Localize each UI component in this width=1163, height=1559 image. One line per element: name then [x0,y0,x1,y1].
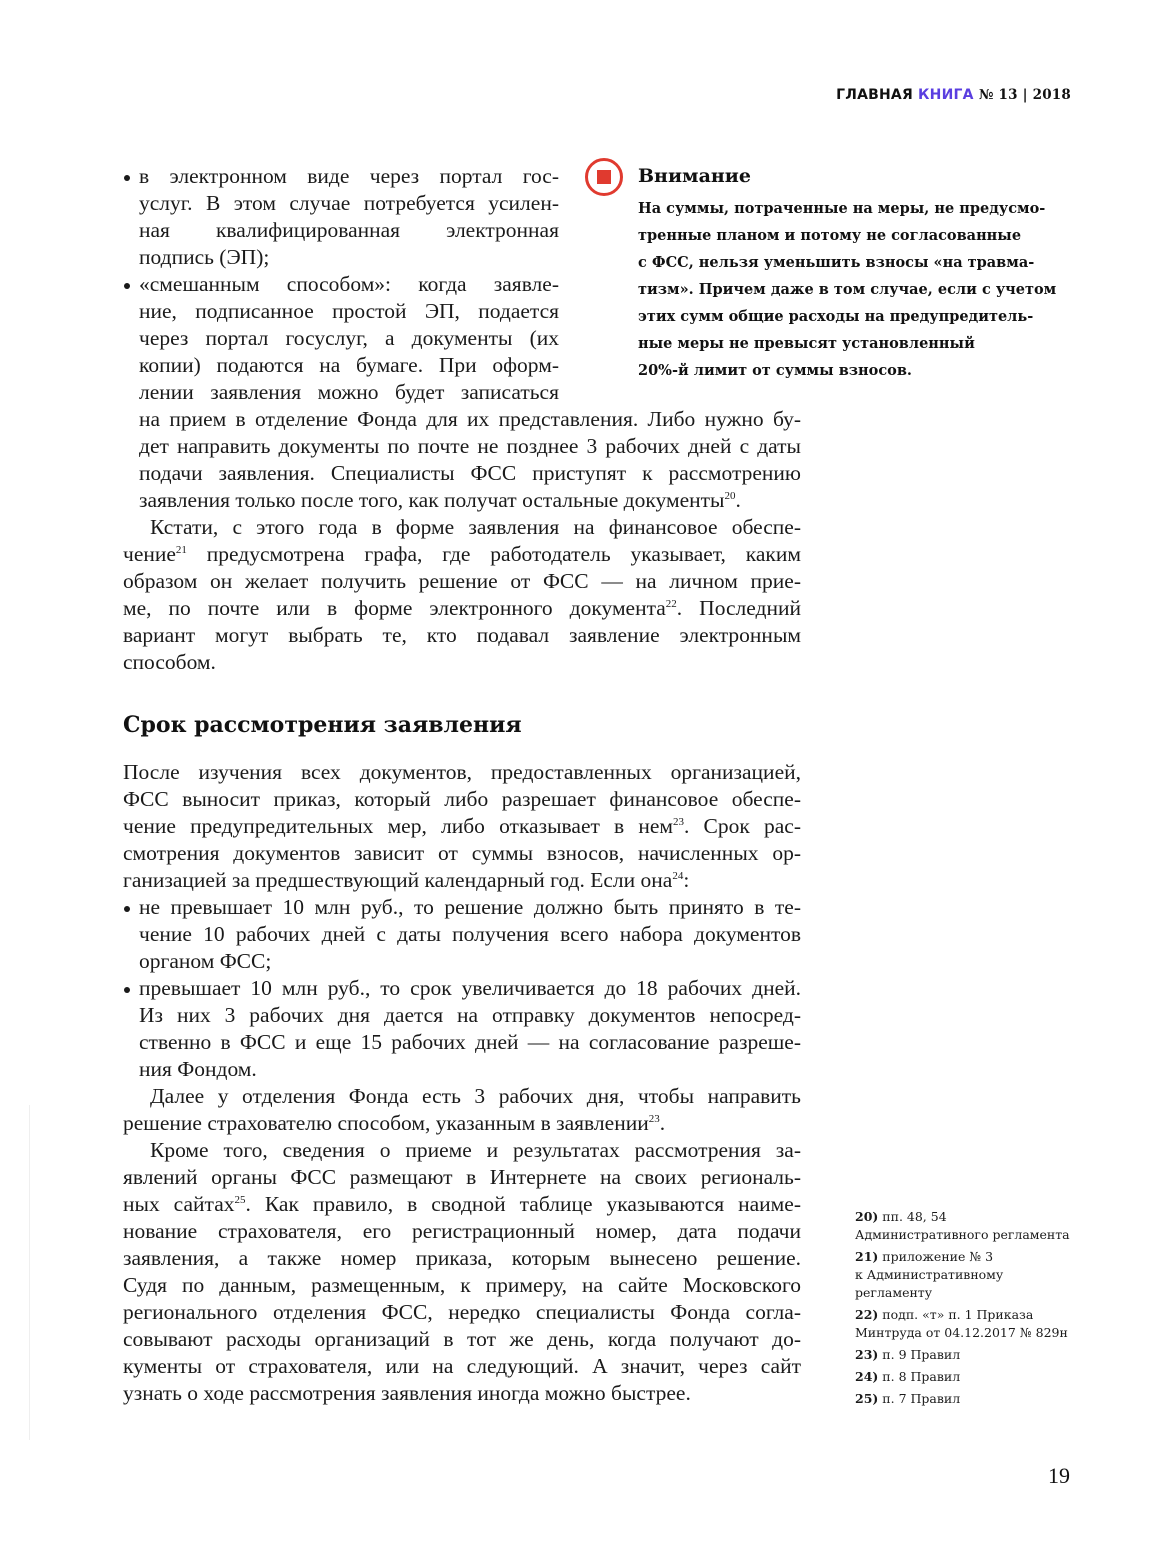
line-text: ме, по почте или в форме электронного документа [123,596,666,620]
list-item-line: подачи заявления. Специалисты ФСС приступят к рассмотрению [139,461,801,485]
paragraph-line [123,1110,801,1137]
callout-line: тизм». Причем даже в том случае, если с учетом [638,281,1057,298]
list-item-line: подпись (ЭП); [139,245,270,269]
line-text: ганизацией за предшествующий календарный год. Если она [123,868,673,892]
footnote-item [855,1306,1085,1342]
section2-text [123,759,801,1407]
paragraph-line [123,867,801,894]
paragraph-line: нование страхователя, его регистрационный номер, дата подачи [123,1219,801,1243]
callout-line: 20%-й лимит от суммы взносов. [638,362,912,379]
paragraph-line: явлений органы ФСС размещают в Интернете на своих региональ- [123,1165,801,1189]
footnote-ref[interactable]: 24 [672,869,684,882]
bullet-over-10m [123,975,801,1083]
footnote-number: 25) [855,1391,879,1406]
paragraph-line [123,1191,801,1218]
footnote-item [855,1368,1085,1386]
paragraph-line: Далее у отделения Фонда есть 3 рабочих дня, чтобы направить [150,1084,801,1108]
footnote-text: приложение № 3 [882,1249,994,1264]
list-item-line: ная квалифицированная электронная [139,218,559,242]
line-text: ных сайтах [123,1192,235,1216]
footnote-text: п. 8 Правил [882,1369,961,1384]
paragraph-line: После изучения всех документов, предоставленных организацией, [123,760,801,784]
list-item-line: услуг. В этом случае потребуется усилен- [139,191,559,215]
paragraph-line: Кроме того, сведения о приеме и результатах рассмотрения за- [150,1138,801,1162]
stop-warning-icon [584,157,624,197]
list-item-line: не превышает 10 млн руб., то решение должно быть принято в те- [139,895,801,919]
paragraph-line: кументы от страхователя, или на следующий. А значит, через сайт [123,1354,801,1378]
callout-line: тренные планом и потому не согласованные [638,227,1022,244]
callout-line: На суммы, потраченные на меры, не предусмо- [638,200,1046,217]
list-item-line: превышает 10 млн руб., то срок увеличивается до 18 рабочих дней. [139,976,801,1000]
callout-title: Внимание [638,165,751,187]
footnote-item [855,1208,1085,1244]
list-item-line: ния Фондом. [139,1057,257,1081]
footnote-line [855,1248,1085,1266]
paragraph-line: способом. [123,650,216,674]
paragraph-line: заявления, а также номер приказа, которым вынесено решение. [123,1246,801,1270]
line-text: заявления только после того, как получат остальные документы [139,488,725,512]
footnote-ref[interactable]: 25 [234,1193,246,1206]
paragraph-next-steps [123,1083,801,1137]
footnote-ref[interactable]: 23 [648,1112,660,1125]
list-item-line: дет направить документы по почте не позднее 3 рабочих дней с даты [139,434,801,458]
footnote-line [855,1390,1085,1408]
footnote-number: 21) [855,1249,879,1264]
footnote-text: подп. «т» п. 1 Приказа [882,1307,1034,1322]
brand-name-accent: КНИГА [918,87,974,103]
callout-text [638,195,1064,384]
bullet-mixed-continued [123,406,801,514]
footnote-text: пп. 48, 54 [882,1209,947,1224]
paragraph-line: вариант могут выбрать те, кто подавал заявление электронным [123,623,801,647]
callout-line: ные меры не превысят установленный [638,335,975,352]
issue-number: № 13 | 2018 [978,87,1071,103]
paragraph-line: совывают расходы организаций в тот же день, когда получают до- [123,1327,801,1351]
line-text: : [683,868,690,892]
footnote-line [855,1208,1085,1226]
paragraph-line [123,813,801,840]
list-item-line: через портал госуслуг, а документы (их [139,326,559,350]
footnote-line [855,1346,1085,1364]
list-item-line: заявления только после того, как получат остальные документы$^{20}$. [139,488,741,512]
paragraph-line: смотрения документов зависит от суммы взносов, начисленных ор- [123,841,801,865]
footnote-text: регламенту [855,1285,933,1300]
list-item-line: «смешанным способом»: когда заявле- [139,272,559,296]
list-item-line: ственно в ФСС и еще 15 рабочих дней — на согласование разреше- [139,1030,801,1054]
footnote-text: к Административному [855,1267,1004,1282]
paragraph-line: Кстати, с этого года в форме заявления на финансовое обеспе- [150,515,801,539]
list-item-line: в электронном виде через портал гос- [139,164,559,188]
paragraph-line: Судя по данным, размещенным, к примеру, на сайте Московского [123,1273,801,1297]
footnote-ref[interactable]: 22 [665,597,677,610]
paragraph-line: регионального отделения ФСС, нередко специалисты Фонда согла- [123,1300,801,1324]
list-item-line: органом ФСС; [139,949,272,973]
footnote-item [855,1346,1085,1364]
list-item-line: Из них 3 рабочих дня дается на отправку документов непосред- [139,1003,801,1027]
footnote-line [855,1306,1085,1324]
footnote-item [855,1390,1085,1408]
list-item-line: чение 10 рабочих дней с даты получения всего набора документов [139,922,801,946]
list-item-line: копии) подаются на бумаге. При оформ- [139,353,559,377]
line-text: решение страхователю способом, указанным в заявлении [123,1111,649,1135]
page-number: 19 [1048,1463,1070,1488]
bullet-mixed [123,271,559,406]
footnote-ref[interactable]: 20 [724,489,736,502]
brand-name: ГЛАВНАЯ [836,87,913,103]
footnote-line [855,1368,1085,1386]
line-text: . [659,1111,666,1135]
footnote-text: Минтруда от 04.12.2017 № 829н [855,1325,1068,1340]
list-item-line: лении заявления можно будет записаться [139,380,559,404]
line-text: . Последний [676,596,801,620]
bullet-electronic [123,163,559,271]
callout-line: с ФСС, нельзя уменьшить взносы «на травма- [638,254,1035,271]
line-text: чение предупредительных мер, либо отказывает в нем [123,814,674,838]
footnote-text: п. 9 Правил [882,1347,961,1362]
footnote-item [855,1248,1085,1302]
footnote-number: 23) [855,1347,879,1362]
paragraph-line [123,541,801,568]
margin-rule [29,1105,30,1440]
masthead [836,87,1071,103]
paragraph-online [123,1137,801,1407]
line-text: предусмотрена графа, где работодатель указывает, каким [186,542,801,566]
line-text: . Как правило, в сводной таблице указываются наиме- [245,1192,801,1216]
paragraph-line: образом он желает получить решение от ФСС — на личном прие- [123,569,801,593]
paragraph-intro [123,759,801,894]
paragraph-line: ФСС выносит приказ, который либо разрешает финансовое обеспе- [123,787,801,811]
list-item-line: на прием в отделение Фонда для их представления. Либо нужно бу- [139,407,801,431]
footnote-text: п. 7 Правил [882,1391,961,1406]
callout-line: этих сумм общие расходы на предупредитель- [638,308,1034,325]
footnotes [855,1208,1085,1412]
footnote-text: Административного регламента [855,1227,1070,1242]
section-heading: Срок рассмотрения заявления [123,712,522,738]
list-item-line: ние, подписанное простой ЭП, подается [139,299,559,323]
footnote-number: 22) [855,1307,879,1322]
bullet-under-10m [123,894,801,975]
line-text: чение [123,542,176,566]
footnote-ref[interactable]: 23 [673,815,685,828]
paragraph-kstati [123,514,801,676]
footnote-number: 24) [855,1369,879,1384]
paragraph-line: узнать о ходе рассмотрения заявления иногда можно быстрее. [123,1381,691,1405]
line-text: . Срок рас- [684,814,801,838]
footnote-ref[interactable]: 21 [175,543,187,556]
footnote-number: 20) [855,1209,879,1224]
paragraph-line [123,595,801,622]
